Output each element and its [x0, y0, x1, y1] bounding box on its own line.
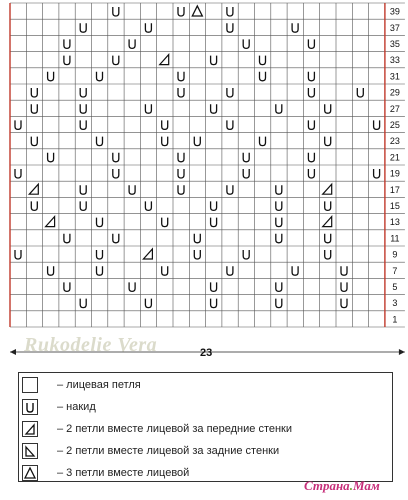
- yarn-over-icon: [178, 153, 184, 162]
- yarn-over-icon: [374, 120, 380, 129]
- yarn-over-icon: [227, 266, 233, 275]
- yarn-over-icon: [341, 299, 347, 308]
- yarn-over-icon: [243, 169, 249, 178]
- yarn-over-icon: [162, 137, 168, 146]
- yarn-over-icon: [145, 104, 151, 113]
- yarn-over-icon: [129, 185, 135, 194]
- yarn-over-icon: [113, 169, 119, 178]
- yarn-over-icon: [243, 250, 249, 259]
- row-number: 19: [389, 168, 400, 179]
- yarn-over-icon: [357, 88, 363, 97]
- k2tog-front-icon: [29, 184, 38, 194]
- yarn-over-icon: [113, 153, 119, 162]
- yarn-over-icon: [97, 250, 103, 259]
- yarn-over-icon: [308, 72, 314, 81]
- knit-stitch-symbol: [22, 377, 38, 393]
- yarn-over-icon: [80, 185, 86, 194]
- yarn-over-icon: [243, 153, 249, 162]
- yarn-over-icon: [97, 72, 103, 81]
- yarn-over-icon: [211, 282, 217, 291]
- yarn-over-icon: [194, 234, 200, 243]
- yarn-over-icon: [178, 72, 184, 81]
- k2tog-front-icon: [143, 249, 152, 259]
- legend-text-knit: – лицевая петля: [57, 379, 141, 391]
- yarn-over-icon: [129, 282, 135, 291]
- yarn-over-icon: [31, 137, 37, 146]
- yarn-over-icon: [308, 39, 314, 48]
- yarn-over-icon: [276, 185, 282, 194]
- yarn-over-icon: [80, 120, 86, 129]
- yarn-over-icon: [325, 234, 331, 243]
- row-number: 17: [389, 184, 400, 195]
- yarn-over-icon: [260, 137, 266, 146]
- yarn-over-icon: [260, 56, 266, 65]
- row-number: 31: [389, 71, 400, 82]
- yarn-over-icon: [276, 218, 282, 227]
- yarn-over-icon: [211, 56, 217, 65]
- row-number: 11: [390, 233, 400, 244]
- yarn-over-icon: [292, 266, 298, 275]
- symbol-legend: [18, 372, 393, 482]
- k2tog-back-symbol: [22, 443, 38, 459]
- yarn-over-icon: [227, 23, 233, 32]
- yarn-over-icon: [325, 104, 331, 113]
- yarn-over-icon: [97, 218, 103, 227]
- yarn-over-icon: [15, 120, 21, 129]
- yarn-over-icon: [308, 88, 314, 97]
- yarn-over-icon: [97, 266, 103, 275]
- yarn-over-icon: [48, 266, 54, 275]
- yarn-over-icon: [276, 104, 282, 113]
- legend-text-k2tog-back: – 2 петли вместе лицевой за задние стенки: [57, 445, 280, 457]
- legend-row-k2tog-back: [19, 441, 392, 461]
- yarn-over-icon: [80, 299, 86, 308]
- yarn-over-icon: [243, 39, 249, 48]
- row-number: 13: [389, 217, 400, 228]
- site-mark-part2: Мам: [352, 478, 380, 493]
- row-number: 9: [392, 249, 398, 260]
- watermark-signature: Rukodelie Vera: [24, 334, 158, 356]
- legend-row-knit: [19, 375, 392, 395]
- yarn-over-icon: [325, 201, 331, 210]
- yarn-over-icon: [64, 234, 70, 243]
- k2tog-front-icon: [160, 55, 169, 65]
- yarn-over-icon: [227, 88, 233, 97]
- yarn-over-icon: [325, 250, 331, 259]
- yarn-over-icon: [15, 250, 21, 259]
- yarn-over-icon: [113, 56, 119, 65]
- yarn-over-icon: [162, 120, 168, 129]
- yarn-over-icon: [227, 120, 233, 129]
- row-number: 1: [392, 314, 398, 325]
- k2tog-front-icon: [323, 217, 332, 227]
- yarn-over-icon: [48, 153, 54, 162]
- legend-text-yarn-over: – накид: [57, 401, 96, 413]
- row-number: 15: [389, 201, 400, 211]
- yarn-over-icon: [113, 234, 119, 243]
- yarn-over-icon: [308, 169, 314, 178]
- row-number: 35: [389, 39, 400, 49]
- yarn-over-icon: [276, 282, 282, 291]
- legend-text-k2tog-front: – 2 петли вместе лицевой за передние стенки: [57, 423, 293, 435]
- yarn-over-icon: [341, 266, 347, 275]
- yarn-over-icon: [211, 201, 217, 210]
- site-mark-dot: .: [349, 478, 353, 493]
- yarn-over-symbol: [22, 399, 38, 415]
- yarn-over-icon: [194, 250, 200, 259]
- row-number: 21: [389, 152, 400, 163]
- width-label: 23: [200, 347, 213, 359]
- row-number: 27: [389, 103, 400, 114]
- yarn-over-icon: [80, 23, 86, 32]
- yarn-over-icon: [64, 282, 70, 291]
- yarn-over-icon: [80, 88, 86, 97]
- yarn-over-icon: [194, 137, 200, 146]
- row-number: 33: [389, 55, 400, 66]
- yarn-over-icon: [227, 185, 233, 194]
- row-number: 7: [392, 265, 398, 276]
- yarn-over-icon: [97, 137, 103, 146]
- yarn-over-icon: [325, 137, 331, 146]
- legend-row-k2tog-front: [19, 419, 392, 439]
- legend-row-yarn-over: [19, 397, 392, 417]
- site-watermark: [304, 478, 380, 494]
- yarn-over-icon: [129, 39, 135, 48]
- yarn-over-icon: [308, 120, 314, 129]
- yarn-over-icon: [31, 88, 37, 97]
- legend-text-k3tog: – 3 петли вместе лицевой: [57, 467, 190, 479]
- yarn-over-icon: [31, 201, 37, 210]
- k2tog-front-symbol: [22, 421, 38, 437]
- yarn-over-icon: [113, 7, 119, 16]
- dimension-arrow-right: [399, 349, 405, 355]
- yarn-over-icon: [145, 23, 151, 32]
- yarn-over-icon: [211, 218, 217, 227]
- row-number: 39: [389, 6, 400, 17]
- yarn-over-icon: [211, 104, 217, 113]
- yarn-over-icon: [260, 72, 266, 81]
- yarn-over-icon: [80, 104, 86, 113]
- yarn-over-icon: [31, 104, 37, 113]
- yarn-over-icon: [80, 201, 86, 210]
- yarn-over-icon: [227, 7, 233, 16]
- yarn-over-icon: [341, 282, 347, 291]
- yarn-over-icon: [162, 218, 168, 227]
- yarn-over-icon: [374, 169, 380, 178]
- yarn-over-icon: [64, 56, 70, 65]
- yarn-over-icon: [15, 169, 21, 178]
- k2tog-front-icon: [46, 217, 55, 227]
- dimension-arrow-left: [10, 349, 16, 355]
- yarn-over-icon: [276, 234, 282, 243]
- yarn-over-icon: [145, 201, 151, 210]
- yarn-over-icon: [48, 72, 54, 81]
- yarn-over-icon: [276, 201, 282, 210]
- row-number: 25: [389, 120, 400, 130]
- row-number: 37: [389, 22, 400, 33]
- row-number: 3: [392, 298, 398, 309]
- yarn-over-icon: [64, 39, 70, 48]
- site-mark-part1: Страна: [304, 478, 350, 493]
- yarn-over-icon: [178, 88, 184, 97]
- yarn-over-icon: [292, 23, 298, 32]
- row-number: 29: [389, 87, 400, 98]
- k3tog-icon: [192, 6, 202, 16]
- yarn-over-icon: [308, 153, 314, 162]
- yarn-over-icon: [211, 299, 217, 308]
- k3tog-symbol: [22, 465, 38, 481]
- yarn-over-icon: [178, 185, 184, 194]
- k2tog-front-icon: [323, 184, 332, 194]
- yarn-over-icon: [178, 169, 184, 178]
- row-number: 5: [392, 282, 398, 292]
- yarn-over-icon: [145, 299, 151, 308]
- yarn-over-icon: [162, 266, 168, 275]
- yarn-over-icon: [276, 299, 282, 308]
- row-number: 23: [389, 136, 400, 147]
- yarn-over-icon: [178, 7, 184, 16]
